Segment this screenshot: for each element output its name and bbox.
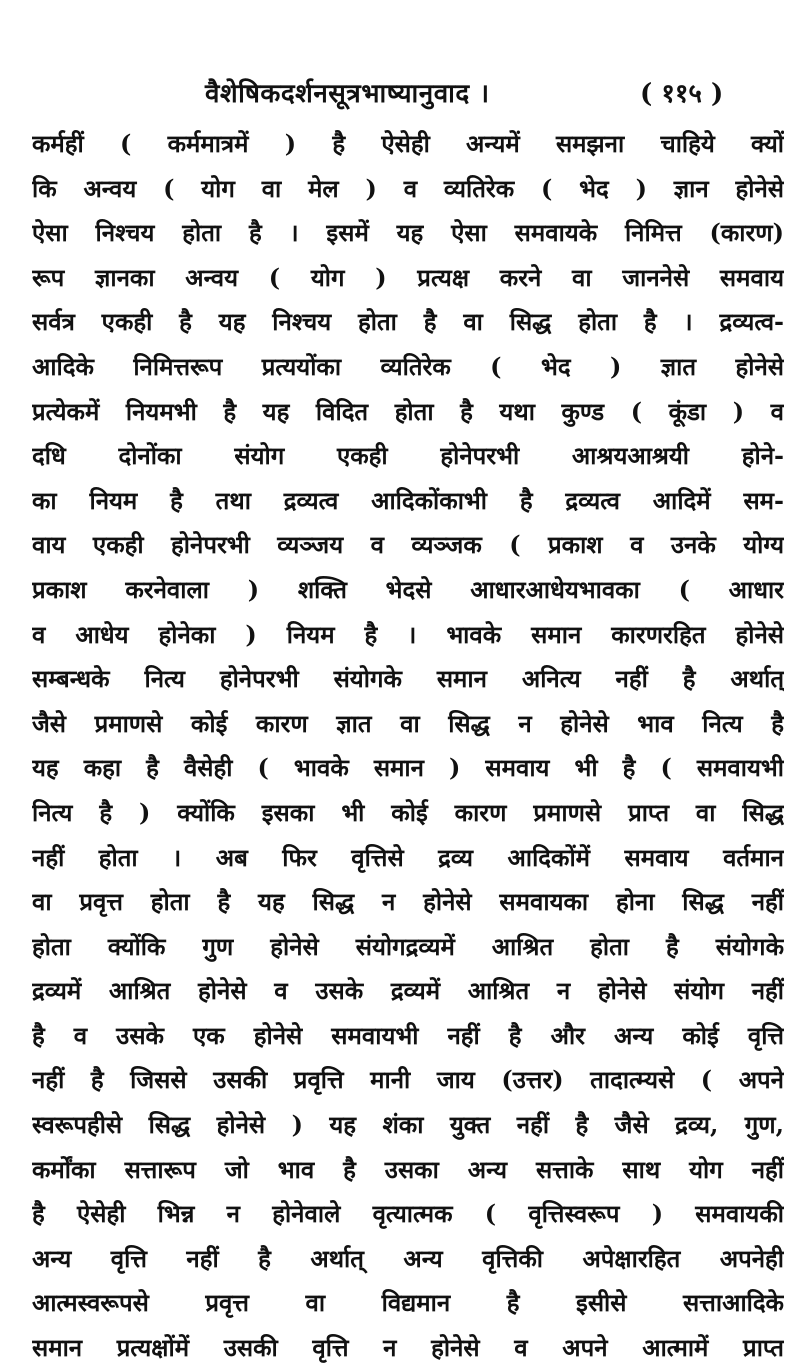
- running-head: [0, 70, 800, 120]
- text-line: नित्य है ) क्योंकि इसका भी कोई कारण प्रमाणसे प्राप्त वा सिद्ध: [32, 797, 784, 827]
- text-line: अन्य वृत्ति नहीं है अर्थात् अन्य वृत्तिकी अपेक्षारहित अपनेही: [32, 1243, 784, 1273]
- text-line: कर्मोंका सत्तारूप जो भाव है उसका अन्य सत्ताके साथ योग नहीं: [32, 1154, 784, 1184]
- text-line: कर्महीं ( कर्ममात्रमें ) है ऐसेही अन्यमें समझना चाहिये क्यों: [32, 129, 784, 158]
- text-line: रूप ज्ञानका अन्वय ( योग ) प्रत्यक्ष करने वा जाननेसे समवाय: [32, 262, 784, 292]
- text-line: जैसे प्रमाणसे कोई कारण ज्ञात वा सिद्ध न होनेसे भाव नित्य है: [32, 708, 784, 738]
- text-line: समान प्रत्यक्षोंमें उसकी वृत्ति न होनेसे व अपने आत्मामें प्राप्त: [32, 1333, 784, 1363]
- body-text: [32, 122, 784, 1371]
- text-line: होता क्योंकि गुण होनेसे संयोगद्रव्यमें आश्रित होता है संयोगके: [32, 931, 784, 961]
- text-line: है व उसके एक होनेसे समवायभी नहीं है और अन्य कोई वृत्ति: [32, 1020, 784, 1050]
- running-title: वैशेषिकदर्शनसूत्रभाष्यानुवाद ।: [205, 79, 490, 109]
- page-number: ( ११५ ): [640, 79, 724, 109]
- text-line: आदिके निमित्तरूप प्रत्ययोंका व्यतिरेक ( भेद ) ज्ञात होनेसे: [32, 351, 784, 381]
- text-line: वाय एकही होनेपरभी व्यञ्जय व व्यञ्जक ( प्रकाश व उनके योग्य: [32, 530, 784, 560]
- text-line: प्रकाश करनेवाला ) शक्ति भेदसे आधारआधेयभावका ( आधार: [32, 574, 784, 604]
- text-line: प्रत्येकमें नियमभी है यह विदित होता है यथा कुण्ड ( कूंडा ) व: [32, 396, 784, 426]
- text-line: द्रव्यमें आश्रित होनेसे व उसके द्रव्यमें आश्रित न होनेसे संयोग नहीं: [32, 976, 784, 1006]
- text-line: सम्बन्धके नित्य होनेपरभी संयोगके समान अनित्य नहीं है अर्थात्: [32, 664, 784, 694]
- text-line: यह कहा है वैसेही ( भावके समान ) समवाय भी है ( समवायभी: [32, 753, 784, 783]
- text-line: नहीं है जिससे उसकी प्रवृत्ति मानी जाय (उत्तर) तादात्म्यसे ( अपने: [32, 1065, 784, 1095]
- text-line: ऐसा निश्चय होता है । इसमें यह ऐसा समवायके निमित्त (कारण): [32, 218, 784, 248]
- text-line: है ऐसेही भिन्न न होनेवाले वृत्यात्मक ( वृत्तिस्वरूप ) समवायकी: [32, 1199, 784, 1229]
- text-line: स्वरूपहीसे सिद्ध होनेसे ) यह शंका युक्त नहीं है जैसे द्रव्य, गुण,: [32, 1110, 784, 1140]
- text-line: सर्वत्र एकही है यह निश्चय होता है वा सिद्ध होता है । द्रव्यत्व-: [32, 307, 784, 337]
- text-line: वा प्रवृत्त होता है यह सिद्ध न होनेसे समवायका होना सिद्ध नहीं: [32, 887, 784, 917]
- text-line: नहीं होता । अब फिर वृत्तिसे द्रव्य आदिकोंमें समवाय वर्तमान: [32, 842, 784, 872]
- text-line: व आधेय होनेका ) नियम है । भावके समान कारणरहित होनेसे: [32, 619, 784, 649]
- text-line: आत्मस्वरूपसे प्रवृत्त वा विद्यमान है इसीसे सत्ताआदिके: [32, 1288, 784, 1318]
- text-line: कि अन्वय ( योग वा मेल ) व व्यतिरेक ( भेद ) ज्ञान होनेसे: [32, 173, 784, 203]
- text-line: का नियम है तथा द्रव्यत्व आदिकोंकाभी है द्रव्यत्व आदिमें सम-: [32, 485, 784, 515]
- text-line: दधि दोनोंका संयोग एकही होनेपरभी आश्रयआश्रयी होने-: [32, 441, 784, 471]
